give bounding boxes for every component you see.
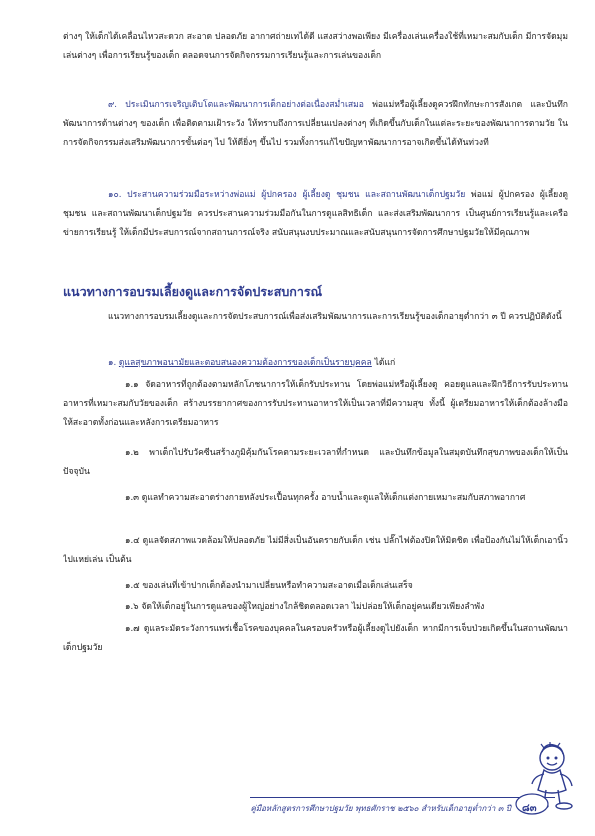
subitem-1-6: ๑.๖ จัดให้เด็กอยู่ในการดูแลของผู้ใหญ่อย่างใกล้ชิดตลอดเวลา ไม่ปล่อยให้เด็กอยู่คนเดียวเพียงลำพัง (125, 602, 485, 612)
paragraph-environment: ต่างๆ ให้เด็กได้เคลื่อนไหวสะดวก สะอาด ปลอดภัย อากาศถ่ายเทได้ดี แสงสว่างพอเพียง มีเครื่องเล่นเครื่องใช้ที่เหมาะสมกับเด็ก มีการจัดมุมเล่นต่างๆ เพื่อการเรียนรู้ของเด็ก ตลอดจนการจัดกิจกรรมการเรียนรู้และการเล่นของเด็ก (63, 32, 568, 62)
paragraph-assessment-lead: ๙. ประเมินการเจริญเติบโตและพัฒนาการเด็กอย่างต่อเนื่องสม่ำเสมอ (108, 100, 364, 110)
subitem-1-5: ๑.๕ ของเล่นที่เข้าปากเด็กต้องนำมาเปลี่ยนหรือทำความสะอาดเมื่อเด็กเล่นเสร็จ (125, 581, 413, 591)
item-1-number: ๑. (108, 358, 117, 368)
footer-rule (250, 797, 555, 798)
paragraph-cooperation-lead: ๑๐. ประสานความร่วมมือระหว่างพ่อแม่ ผู้ปกครอง ผู้เลี้ยงดู ชุมชน และสถานพัฒนาเด็กปฐมวัย (108, 190, 466, 200)
item-1-suffix: ได้แก่ (371, 358, 396, 368)
subitem-1-4: ๑.๔ ดูแลจัดสภาพแวดล้อมให้ปลอดภัย ไม่มีสิ่งเป็นอันตรายกับเด็ก เช่น ปลั๊กไฟต้องปิดให้มิดชิด เพื่อป้องกันไม่ให้เด็กเอานิ้วไปแหย่เล่น เป็นต้น (63, 536, 568, 566)
paragraph-cooperation-body: พ่อแม่ ผู้ปกครอง ผู้เลี้ยงดู ชุมชน และสถานพัฒนาเด็กปฐมวัย ควรประสานความร่วมมือกันในการดูแลสิทธิเด็ก และส่งเสริมพัฒนาการ เป็นศูนย์การเรียนรู้และเครือข่ายการเรียนรู้ ให้เด็กมีประสบการณ์จากสถานการณ์จริง สนับสนุนงบประมาณและสนับสนุนการจัดการศึกษาปฐมวัยให้มีคุณภาพ (63, 190, 568, 239)
paragraph-assessment-body: พ่อแม่หรือผู้เลี้ยงดูควรฝึกทักษะการสังเกต และบันทึกพัฒนาการด้านต่างๆ ของเด็ก เพื่อติดตามเฝ้าระวัง ให้ทราบถึงการเปลี่ยนแปลงต่างๆ ที่เกิดขึ้นกับเด็กในแต่ละระยะของพัฒนาการตามวัย ในการจัดกิจกรรมส่งเสริมพัฒนาการขั้นต่อๆ ไป ให้ดียิ่งๆ ขึ้นไป รวมทั้งการแก้ไขปัญหาพัฒนาการอาจเกิดขึ้นได้ทันท่วงที (63, 100, 568, 149)
item-1 (108, 354, 568, 373)
item-1-title: ดูแลสุขภาพอนามัยและตอบสนองความต้องการของเด็กเป็นรายบุคคล (118, 358, 372, 368)
subitem-1-3: ๑.๓ ดูแลทำความสะอาดร่างกายหลังประเปื้อนทุกครั้ง อาบน้ำและดูแลให้เด็กแต่งกายเหมาะสมกับสภาพอากาศ (125, 493, 526, 503)
section-intro: แนวทางการอบรมเลี้ยงดูและการจัดประสบการณ์เพื่อส่งเสริมพัฒนาการและการเรียนรู้ของเด็กอายุต่ำกว่า ๓ ปี ควรปฏิบัติดังนี้ (108, 312, 562, 322)
section-heading: แนวทางการอบรมเลี้ยงดูและการจัดประสบการณ์ (63, 284, 323, 299)
page-number: ๘๓ (522, 803, 537, 814)
subitem-1-1: ๑.๑ จัดอาหารที่ถูกต้องตามหลักโภชนาการให้เด็กรับประทาน โดยพ่อแม่หรือผู้เลี้ยงดู คอยดูแลและฝึกวิธีการรับประทานอาหารที่เหมาะสมกับวัยของเด็ก สร้างบรรยากาศของการรับประทานอาหารให้เป็นเวลาที่มีความสุข ทั้งนี้ ผู้เตรียมอาหารให้เด็กต้องล้างมือให้สะอาดทั้งก่อนและหลังการเตรียมอาหาร (63, 380, 568, 429)
subitem-1-7: ๑.๗ ดูแลระมัดระวังการแพร่เชื้อโรคของบุคคลในครอบครัวหรือผู้เลี้ยงดูไปยังเด็ก หากมีการเจ็บป่วยเกิดขึ้นในสถานพัฒนาเด็กปฐมวัย (63, 624, 568, 654)
subitem-1-2: ๑.๒ พาเด็กไปรับวัคซีนสร้างภูมิคุ้มกันโรคตามระยะเวลาที่กำหนด และบันทึกข้อมูลในสมุดบันทึกสุขภาพของเด็กให้เป็นปัจจุบัน (63, 448, 568, 478)
footer-title (250, 802, 555, 815)
paragraph-assessment (63, 96, 568, 154)
paragraph-cooperation (63, 186, 568, 244)
footer-title-text: คู่มือหลักสูตรการศึกษาปฐมวัย พุทธศักราช ๒๕๖๐ สำหรับเด็กอายุต่ำกว่า ๓ ปี (250, 804, 511, 813)
